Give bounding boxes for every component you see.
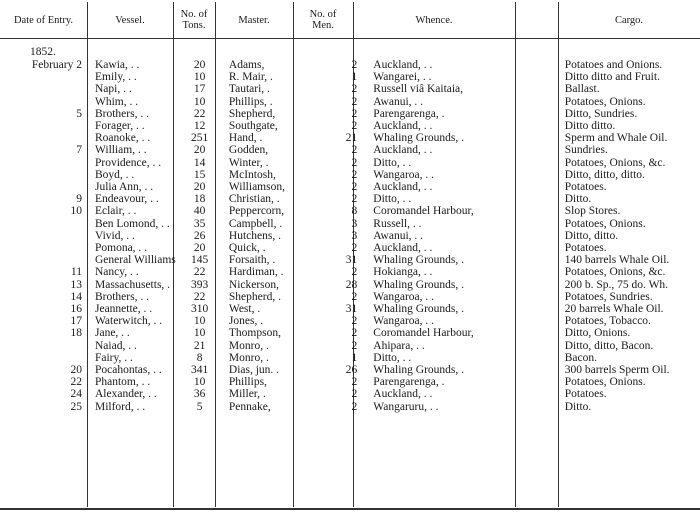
vessel-name: Roanoke, . .: [94, 132, 151, 145]
tons-value: 5: [196, 400, 203, 413]
header-whence-label: Whence.: [415, 14, 453, 26]
table-row: [0, 388, 700, 400]
vessel-name: Brothers, . .: [94, 107, 149, 120]
tons-value: 17: [193, 83, 206, 96]
tons-value: 10: [193, 327, 206, 340]
whence-port: Wangaroa, . .: [373, 290, 434, 303]
entry-date: [0, 352, 86, 364]
header-tons-line2: Tons.: [182, 20, 206, 31]
entry-date: 10: [70, 205, 82, 218]
whence-port: Russell viâ Kaitaia,: [373, 83, 464, 96]
men-count: 2: [351, 181, 358, 194]
entry-date: [0, 96, 86, 108]
table-row: [0, 291, 700, 303]
whence-port: Russell, . .: [373, 217, 422, 230]
cargo-description: Potatoes, Onions.: [564, 95, 646, 108]
header-whence: [353, 2, 515, 38]
whence-port: Parengarenga, .: [373, 107, 445, 120]
whence-port: Awanui, . .: [373, 95, 424, 108]
entry-date: 11: [70, 266, 82, 279]
table-row: [0, 71, 700, 83]
entry-date: February 2: [31, 59, 82, 71]
master-name: Winter, .: [228, 156, 269, 169]
entry-date: [0, 169, 86, 181]
vessel-name: Brothers, . .: [94, 290, 149, 303]
year-label: 1852.: [30, 46, 56, 58]
table-row: [0, 193, 700, 205]
men-count: 2: [351, 95, 358, 108]
vessel-name: William, . .: [94, 144, 147, 157]
tons-value: 22: [193, 290, 206, 303]
whence-port: Whaling Grounds, .: [373, 254, 465, 267]
men-count: 2: [351, 290, 358, 303]
vessel-name: Phantom, . .: [94, 376, 151, 389]
cargo-description: Potatoes, Onions.: [564, 376, 646, 389]
vessel-name: Endeavour, . .: [94, 193, 159, 206]
tons-value: 10: [193, 71, 206, 84]
table-row: [0, 157, 700, 169]
vessel-name: Kawia, . .: [94, 59, 140, 71]
vessel-name: Boyd, . .: [94, 168, 135, 181]
arrivals-table: [0, 59, 700, 413]
whence-port: Whaling Grounds, .: [373, 132, 465, 145]
whence-port: Auckland, . .: [373, 144, 433, 157]
men-count: 2: [351, 120, 358, 133]
entry-date: 24: [70, 388, 82, 401]
table-row: [0, 108, 700, 120]
cargo-description: 20 barrels Whale Oil.: [564, 303, 664, 316]
cargo-description: Ditto, ditto, Bacon.: [564, 339, 654, 352]
tons-value: 310: [190, 303, 209, 316]
whence-port: Whaling Grounds, .: [373, 303, 465, 316]
master-name: Monro, .: [228, 339, 269, 352]
master-name: Williamson,: [228, 181, 285, 194]
cargo-description: Potatoes, Sundries.: [564, 290, 653, 303]
cargo-description: Potatoes, Onions.: [564, 217, 646, 230]
header-date-label: Date of Entry.: [13, 14, 74, 26]
master-name: Shepherd, .: [228, 290, 281, 303]
vessel-name: Jane, . .: [94, 327, 130, 340]
master-name: R. Mair, .: [228, 71, 273, 84]
entry-date: [0, 340, 86, 352]
tons-value: 341: [190, 364, 209, 377]
entry-date: 7: [76, 144, 82, 157]
cargo-description: Sperm and Whale Oil.: [564, 132, 668, 145]
vessel-name: Pomona, . .: [94, 242, 148, 255]
cargo-description: 300 barrels Sperm Oil.: [564, 364, 670, 377]
entry-date: [0, 157, 86, 169]
cargo-description: Ditto, Sundries.: [564, 107, 638, 120]
whence-port: Ditto, . .: [373, 351, 412, 364]
vessel-name: Vivid, . .: [94, 229, 135, 242]
cargo-description: 200 b. Sp., 75 do. Wh.: [564, 278, 669, 291]
cargo-description: Potatoes, Tobacco.: [564, 315, 651, 328]
whence-port: Wangaroa, . .: [373, 168, 434, 181]
cargo-description: Potatoes.: [564, 242, 607, 255]
cargo-description: Ditto, ditto, ditto.: [564, 168, 645, 181]
tons-value: 22: [193, 107, 206, 120]
tons-value: 10: [193, 315, 206, 328]
tons-value: 145: [190, 254, 209, 267]
entry-date: [0, 218, 86, 230]
entry-date: [0, 132, 86, 144]
men-count: 2: [351, 242, 358, 255]
vessel-name: Nancy, . .: [94, 266, 139, 279]
master-name: Nickerson,: [228, 278, 280, 291]
tons-value: 10: [193, 376, 206, 389]
tons-value: 20: [193, 59, 206, 71]
vessel-name: Forager, . .: [94, 120, 145, 133]
men-count: 2: [351, 59, 358, 71]
cargo-description: Sundries.: [564, 144, 608, 157]
entry-date: 16: [70, 303, 82, 316]
tons-value: 20: [193, 242, 206, 255]
cargo-description: Ditto.: [564, 400, 592, 413]
cargo-description: Potatoes, Onions, &c.: [564, 266, 666, 279]
entry-date: 18: [70, 327, 82, 340]
tons-value: 40: [193, 205, 206, 218]
master-name: Phillips, .: [228, 95, 273, 108]
men-count: 1: [351, 351, 358, 364]
table-row: [0, 242, 700, 254]
tons-value: 20: [193, 144, 206, 157]
master-name: Hutchens, .: [228, 229, 281, 242]
header-cargo-label: Cargo.: [614, 14, 644, 26]
whence-port: Whaling Grounds, .: [373, 278, 465, 291]
master-name: Hand, .: [228, 132, 263, 145]
master-name: Campbell, .: [228, 217, 283, 230]
men-count: 3: [351, 229, 358, 242]
master-name: Adams,: [228, 59, 265, 71]
entry-date: [0, 181, 86, 193]
entry-date: 9: [76, 193, 82, 206]
men-count: 2: [351, 144, 358, 157]
entry-date: [0, 83, 86, 95]
header-men: [293, 2, 353, 38]
men-count: 2: [351, 400, 358, 413]
master-name: Dias, jun. .: [228, 364, 280, 377]
whence-port: Auckland, . .: [373, 59, 433, 71]
tons-value: 393: [190, 278, 209, 291]
master-name: Christian, .: [228, 193, 280, 206]
whence-port: Awanui, . .: [373, 229, 424, 242]
master-name: Shepherd,: [228, 107, 276, 120]
table-row: [0, 352, 700, 364]
table-row: [0, 181, 700, 193]
header-vessel-label: Vessel.: [115, 14, 145, 26]
vessel-name: General Williams: [94, 254, 176, 267]
cargo-description: Ballast.: [564, 83, 600, 96]
table-row: [0, 327, 700, 339]
tons-value: 26: [193, 229, 206, 242]
master-name: Quick, .: [228, 242, 266, 255]
men-count: 2: [351, 168, 358, 181]
tons-value: 36: [193, 388, 206, 401]
cargo-description: Bacon.: [564, 351, 598, 364]
vessel-name: Ben Lomond, . .: [94, 217, 170, 230]
whence-port: Parengarenga, .: [373, 376, 445, 389]
header-master: [215, 2, 293, 38]
cargo-description: Ditto ditto.: [564, 120, 616, 133]
master-name: McIntosh,: [228, 168, 276, 181]
tons-value: 18: [193, 193, 206, 206]
header-master-label: Master.: [238, 14, 270, 26]
tons-value: 251: [190, 132, 209, 145]
table-row: [0, 218, 700, 230]
whence-port: Wangaroa, . .: [373, 315, 434, 328]
master-name: Godden,: [228, 144, 269, 157]
header-men-line2: Men.: [312, 20, 334, 31]
master-name: Peppercorn,: [228, 205, 285, 218]
men-count: 31: [345, 254, 358, 267]
table-row: [0, 315, 700, 327]
entry-date: 20: [70, 364, 82, 377]
table-row: [0, 96, 700, 108]
whence-port: Auckland, . .: [373, 120, 433, 133]
whence-port: Auckland, . .: [373, 388, 433, 401]
tons-value: 14: [193, 156, 206, 169]
vessel-name: Napi, . .: [94, 83, 132, 96]
cargo-description: Ditto ditto and Fruit.: [564, 71, 660, 84]
master-name: Hardiman, .: [228, 266, 284, 279]
cargo-description: Potatoes, Onions, &c.: [564, 156, 666, 169]
tons-value: 22: [193, 266, 206, 279]
men-count: 2: [351, 266, 358, 279]
vessel-name: Julia Ann, . .: [94, 181, 154, 194]
cargo-description: Slop Stores.: [564, 205, 621, 218]
cargo-description: Potatoes.: [564, 181, 607, 194]
header-rule: [0, 38, 700, 39]
table-row: [0, 376, 700, 388]
table-row: [0, 303, 700, 315]
whence-port: Whaling Grounds, .: [373, 364, 465, 377]
table-row: [0, 205, 700, 217]
table-row: [0, 364, 700, 376]
header-tons-line1: No. of: [180, 9, 208, 20]
header-vessel: [87, 2, 173, 38]
vessel-name: Whim, . .: [94, 95, 139, 108]
entry-date: [0, 230, 86, 242]
whence-port: Auckland, . .: [373, 181, 433, 194]
men-count: 2: [351, 156, 358, 169]
entry-date: 22: [70, 376, 82, 389]
men-count: 28: [345, 278, 358, 291]
whence-port: Coromandel Harbour,: [373, 327, 474, 340]
men-count: 21: [345, 132, 358, 145]
whence-port: Auckland, . .: [373, 242, 433, 255]
entry-date: 14: [70, 290, 82, 303]
tons-value: 15: [193, 168, 206, 181]
header-men-line1: No. of: [309, 9, 337, 20]
tons-value: 35: [193, 217, 206, 230]
men-count: 1: [351, 71, 358, 84]
master-name: West, .: [228, 303, 261, 316]
whence-port: Coromandel Harbour,: [373, 205, 474, 218]
men-count: 31: [345, 303, 358, 316]
men-count: 2: [351, 83, 358, 96]
men-count: 26: [345, 364, 358, 377]
header-cargo: [558, 2, 700, 38]
vessel-name: Pocahontas, . .: [94, 364, 162, 377]
men-count: 2: [351, 376, 358, 389]
men-count: 2: [351, 107, 358, 120]
whence-port: Ahipara, . .: [373, 339, 425, 352]
vessel-name: Fairy, . .: [94, 351, 133, 364]
men-count: 2: [351, 388, 358, 401]
men-count: 8: [351, 205, 358, 218]
whence-port: Ditto, . .: [373, 156, 412, 169]
cargo-description: Potatoes.: [564, 388, 607, 401]
cargo-description: 140 barrels Whale Oil.: [564, 254, 670, 267]
master-name: Monro, .: [228, 351, 269, 364]
tons-value: 10: [193, 95, 206, 108]
master-name: Tautari, .: [228, 83, 270, 96]
table-row: [0, 279, 700, 291]
master-name: Phillips,: [228, 376, 267, 389]
tons-value: 8: [196, 351, 203, 364]
whence-port: Hokianga, . .: [373, 266, 433, 279]
vessel-name: Jeannette, . .: [94, 303, 153, 316]
entry-date: [0, 71, 86, 83]
whence-port: Wangaruru, . .: [373, 400, 439, 413]
vessel-name: Waterwitch, . .: [94, 315, 163, 328]
header-date: [0, 2, 87, 38]
table-row: [0, 83, 700, 95]
vessel-name: Eclair, . .: [94, 205, 137, 218]
men-count: 2: [351, 327, 358, 340]
men-count: 2: [351, 193, 358, 206]
entry-date: [0, 242, 86, 254]
entry-date: 17: [70, 315, 82, 328]
cargo-description: Ditto, ditto.: [564, 229, 619, 242]
entry-date: [0, 120, 86, 132]
table-row: [0, 169, 700, 181]
vessel-name: Providence, . .: [94, 156, 162, 169]
table-row: [0, 254, 700, 266]
men-count: 2: [351, 339, 358, 352]
whence-port: Wangarei, . .: [373, 71, 432, 84]
tons-value: 20: [193, 181, 206, 194]
vessel-name: Naiad, . .: [94, 339, 137, 352]
table-row: [0, 266, 700, 278]
table-row: [0, 59, 700, 71]
tons-value: 12: [193, 120, 206, 133]
men-count: 2: [351, 315, 358, 328]
table-row: [0, 230, 700, 242]
table-row: [0, 340, 700, 352]
whence-port: Ditto, . .: [373, 193, 412, 206]
master-name: Pennake,: [228, 400, 271, 413]
tons-value: 21: [193, 339, 206, 352]
vessel-name: Massachusetts, .: [94, 278, 171, 291]
vessel-name: Emily, . .: [94, 71, 137, 84]
master-name: Jones, .: [228, 315, 264, 328]
entry-date: [0, 254, 86, 266]
bottom-rule: [0, 508, 700, 510]
entry-date: 25: [70, 400, 82, 413]
master-name: Southgate,: [228, 120, 278, 133]
table-row: [0, 401, 700, 413]
cargo-description: Ditto, Onions.: [564, 327, 631, 340]
entry-date: 5: [76, 107, 82, 120]
table-row: [0, 120, 700, 132]
master-name: Miller, .: [228, 388, 266, 401]
entry-date: 13: [70, 278, 82, 291]
men-count: 3: [351, 217, 358, 230]
master-name: Thompson,: [228, 327, 281, 340]
vessel-name: Milford, . .: [94, 400, 146, 413]
table-row: [0, 132, 700, 144]
master-name: Forsaith, .: [228, 254, 276, 267]
vessel-name: Alexander, . .: [94, 388, 157, 401]
table-row: [0, 144, 700, 156]
arrivals-table-body: [0, 59, 700, 413]
cargo-description: Ditto.: [564, 193, 592, 206]
cargo-description: Potatoes and Onions.: [564, 59, 663, 71]
header-tons: [173, 2, 215, 38]
